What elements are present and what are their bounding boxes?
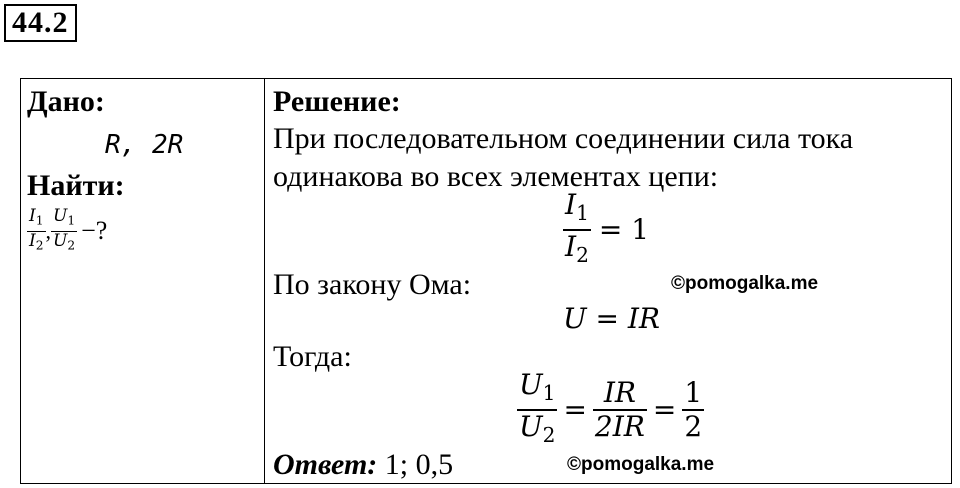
find-frac2-num: U <box>53 206 68 226</box>
find-frac2-den-sub: 2 <box>67 238 76 253</box>
find-frac1-num-sub: 1 <box>35 213 44 228</box>
eq3-f3-den: 2 <box>684 410 703 444</box>
find-frac2-num-sub: 1 <box>67 213 76 228</box>
answer-label: Ответ: <box>273 448 378 481</box>
solution-line-4: Тогда: <box>273 340 352 373</box>
eq1-den: I <box>565 230 577 264</box>
eq3-f1-num: U <box>519 368 543 401</box>
solution-line-2: одинакова во всех элементах цепи: <box>273 160 719 193</box>
given-header: Дано: <box>27 85 105 118</box>
eq3-f1-den-sub: 2 <box>542 423 556 448</box>
eq3-equals-2: = <box>652 393 677 427</box>
answer-line <box>273 447 453 483</box>
given-column <box>21 79 265 483</box>
solution-column <box>265 79 951 483</box>
eq3-fraction-1 <box>517 369 557 451</box>
eq1-rhs: = 1 <box>598 213 650 247</box>
solution-line-3: По закону Ома: <box>273 268 472 301</box>
solution-line-1: При последовательном соединении сила тока <box>273 122 854 155</box>
find-fraction-voltage <box>51 207 77 256</box>
equation-voltage-ratio <box>517 369 704 451</box>
find-frac1-den: I <box>29 231 36 252</box>
find-frac1-num: I <box>29 206 36 226</box>
eq3-f1-num-sub: 1 <box>542 381 556 406</box>
watermark-2: ©pomogalka.me <box>567 454 715 475</box>
equation-ohms-law: U = IR <box>563 302 661 335</box>
watermark-1: ©pomogalka.me <box>671 273 819 294</box>
eq3-f3-num: 1 <box>684 376 703 410</box>
find-frac2-den: U <box>53 231 68 252</box>
solution-header: Решение: <box>273 85 401 118</box>
eq3-f2-num: IR <box>603 376 636 410</box>
eq3-f2-den: 2IR <box>594 410 645 444</box>
equation-current-ratio <box>563 189 649 271</box>
find-header: Найти: <box>27 169 125 202</box>
answer-value: 1; 0,5 <box>384 448 454 481</box>
given-values: R, 2R <box>105 130 184 160</box>
eq1-den-sub: 2 <box>576 243 589 268</box>
eq1-num: I <box>565 188 577 221</box>
eq3-fraction-2 <box>593 377 647 443</box>
solution-table <box>20 78 952 484</box>
eq1-fraction <box>563 189 591 271</box>
find-suffix: −? <box>81 216 108 246</box>
eq1-num-sub: 1 <box>576 201 589 226</box>
problem-number: 44.2 <box>4 4 77 42</box>
find-expression <box>27 207 107 256</box>
find-fraction-current <box>27 207 46 256</box>
eq3-fraction-3 <box>682 377 704 443</box>
eq3-equals-1: = <box>563 393 587 427</box>
eq3-f1-den: U <box>519 410 543 444</box>
find-comma: , <box>45 218 52 244</box>
find-frac1-den-sub: 2 <box>35 238 44 253</box>
